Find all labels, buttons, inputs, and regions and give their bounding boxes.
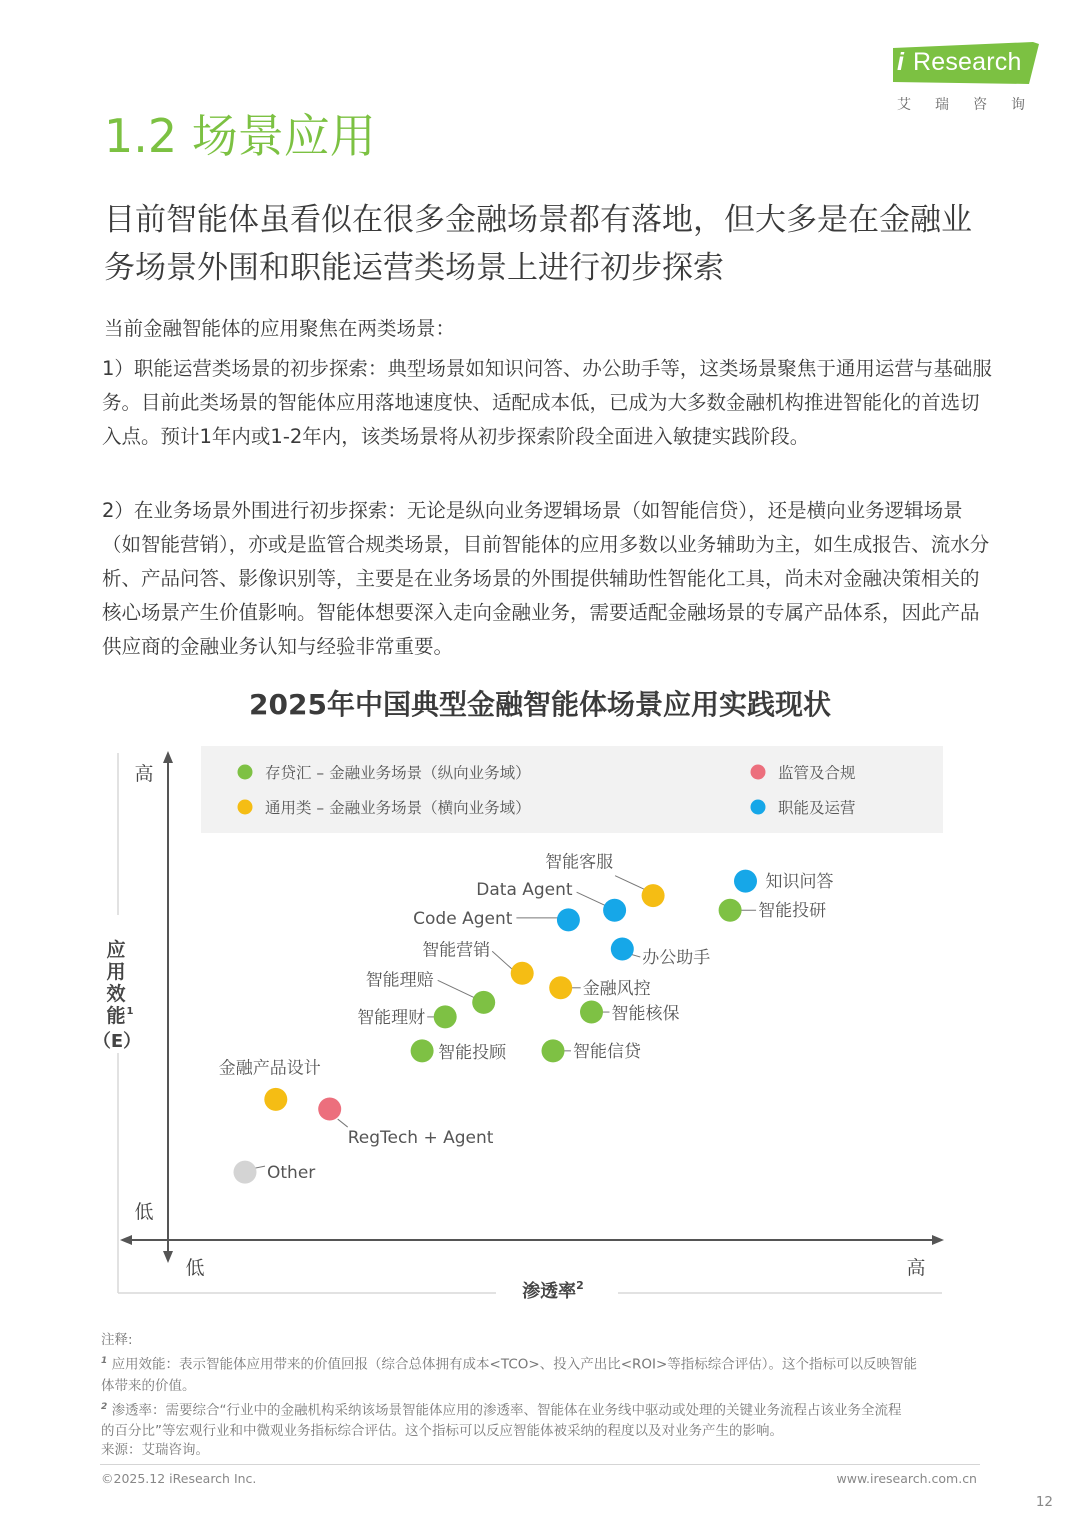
- data-point-general: [511, 962, 534, 985]
- data-point-label: 金融产品设计: [218, 1058, 321, 1079]
- data-point-lending: [411, 1039, 434, 1062]
- note-1: [101, 1351, 986, 1376]
- logo-i: i: [897, 48, 904, 76]
- y-axis-title-char: 效: [106, 983, 126, 1005]
- footer-divider: [100, 1464, 980, 1465]
- note-2: [101, 1397, 986, 1422]
- x-axis-title: 渗透率$^2$: [522, 1279, 584, 1302]
- x-low-label: 低: [185, 1257, 205, 1279]
- leader-line: [577, 892, 605, 905]
- leader-line: [255, 1166, 265, 1168]
- y-axis-unit: （E）: [92, 1031, 142, 1052]
- data-point-regulatory: [318, 1098, 341, 1121]
- section-title: 1.2 场景应用: [104, 109, 376, 163]
- legend-label-operations: 职能及运营: [778, 799, 856, 817]
- data-point-label: 智能投研: [758, 901, 827, 922]
- paragraph-operations: 1）职能运营类场景的初步探索：典型场景如知识问答、办公助手等，这类场景聚焦于通用运营与基础服务。目前此类场景的智能体应用落地速度快、适配成本低，已成为大多数金融机构推进智能化的首选切入点。预计1年内或1-2年内，该类场景将从初步探索阶段全面进入敏捷实践阶段。: [102, 357, 992, 448]
- intro-text: 当前金融智能体的应用聚焦在两类场景：: [104, 317, 456, 340]
- x-high-label: 高: [906, 1257, 926, 1279]
- legend-marker-lending: [238, 765, 253, 780]
- data-point-label: 智能理赔: [365, 970, 434, 991]
- scatter-chart: [0, 735, 1080, 1315]
- data-point-label: Code Agent: [413, 908, 513, 929]
- data-point-operations: [603, 899, 626, 922]
- data-point-label: 金融风控: [582, 978, 651, 999]
- logo-brand: Research: [913, 48, 1022, 76]
- leader-line: [338, 1119, 348, 1127]
- x-axis-arrow-right: [932, 1235, 944, 1245]
- data-point-label: 智能投顾: [438, 1042, 507, 1063]
- y-high-label: 高: [134, 763, 154, 785]
- data-point-label: RegTech + Agent: [347, 1128, 494, 1149]
- note-1-number: 1: [101, 1356, 108, 1366]
- data-point-general: [549, 976, 572, 999]
- page-number: 12: [1035, 1494, 1053, 1510]
- chart-title: 2025年中国典型金融智能体场景应用实践现状: [249, 688, 831, 721]
- iresearch-logo: [893, 42, 1049, 117]
- y-axis-arrow-bottom: [163, 1251, 173, 1263]
- y-axis-title-char: 能: [106, 1005, 126, 1027]
- source-note: 来源：艾瑞咨询。: [101, 1442, 209, 1458]
- data-point-other: [234, 1161, 257, 1184]
- notes: [101, 1330, 986, 1442]
- leader-line: [438, 980, 476, 998]
- data-point-operations: [557, 908, 580, 931]
- y-axis-title-char: 用: [106, 961, 126, 983]
- data-point-label: 智能信贷: [573, 1041, 641, 1062]
- data-point-lending: [542, 1039, 565, 1062]
- legend-marker-regulatory: [751, 765, 766, 780]
- data-point-lending: [434, 1005, 457, 1028]
- note-2-line1: 渗透率：需要综合“行业中的金融机构采纳该场景智能体应用的渗透率、智能体在业务线中驱动或处理的关键业务流程占该业务全流程: [111, 1402, 902, 1418]
- data-point-label: 知识问答: [765, 872, 834, 893]
- data-point-label: 智能理财: [357, 1007, 426, 1028]
- data-points: [219, 853, 834, 1184]
- notes-heading: 注释:: [101, 1332, 133, 1348]
- data-point-operations: [734, 870, 757, 893]
- data-point-operations: [611, 938, 634, 961]
- legend-label-general: 通用类 – 金融业务场景（横向业务域）: [265, 799, 531, 817]
- y-axis-title-char: 应: [106, 939, 126, 961]
- y-axis-title: [106, 938, 125, 1027]
- note-2-number: 2: [101, 1401, 108, 1412]
- data-point-label: Data Agent: [476, 880, 573, 901]
- headline: 目前智能体虽看似在很多金融场景都有落地，但大多是在金融业务场景外围和职能运营类场景上进行初步探索: [104, 202, 972, 286]
- note-1-line2: 体带来的价值。: [101, 1377, 196, 1394]
- y-axis-arrow-top: [163, 751, 173, 763]
- data-point-lending: [719, 899, 742, 922]
- x-axis-arrow-left: [120, 1235, 132, 1245]
- logo-chinese-name: 艾瑞咨询: [897, 97, 1049, 113]
- legend-marker-general: [238, 800, 253, 815]
- y-low-label: 低: [134, 1201, 154, 1223]
- legend-marker-operations: [751, 800, 766, 815]
- legend-box: [201, 746, 943, 833]
- data-point-general: [642, 884, 665, 907]
- data-point-label: 智能客服: [545, 852, 614, 873]
- legend-label-regulatory: 监管及合规: [778, 764, 856, 782]
- data-point-general: [264, 1088, 287, 1111]
- leader-line: [492, 951, 512, 969]
- y-axis-title-sup: 1: [126, 1006, 134, 1017]
- data-point-lending: [580, 1001, 603, 1024]
- footer-website: www.iresearch.com.cn: [836, 1471, 977, 1486]
- leader-line: [615, 876, 645, 890]
- data-point-label: 智能核保: [611, 1004, 680, 1025]
- note-2-line2: 的百分比”等宏观行业和中微观业务指标综合评估。这个指标可以反应智能体被采纳的程度以及对业务产生的影响。: [101, 1423, 783, 1439]
- data-point-label: 办公助手: [642, 948, 711, 968]
- note-1-line1: 应用效能：表示智能体应用带来的价值回报（综合总体拥有成本<TCO>、投入产出比<ROI>等指标综合评估）。这个指标可以反映智能: [111, 1356, 918, 1373]
- footer-copyright: ©2025.12 iResearch Inc.: [101, 1471, 257, 1486]
- paragraph-business: 2）在业务场景外围进行初步探索：无论是纵向业务逻辑场景（如智能信贷），还是横向业务逻辑场景（如智能营销），亦或是监管合规类场景，目前智能体的应用多数以业务辅助为主，如生成报告、流水分析、产品问答、影像识别等，主要是在业务场景的外围提供辅助性智能化工具，尚未对金融决策相关的核心场景产生价值影响。智能体想要深入走向金融业务，需要适配金融场景的专属产品体系，因此产品供应商的金融业务认知与经验非常重要。: [102, 499, 990, 658]
- data-point-lending: [472, 991, 495, 1014]
- data-point-label: Other: [267, 1163, 316, 1184]
- legend-label-lending: 存贷汇 – 金融业务场景（纵向业务域）: [265, 764, 531, 782]
- data-point-label: 智能营销: [422, 940, 491, 961]
